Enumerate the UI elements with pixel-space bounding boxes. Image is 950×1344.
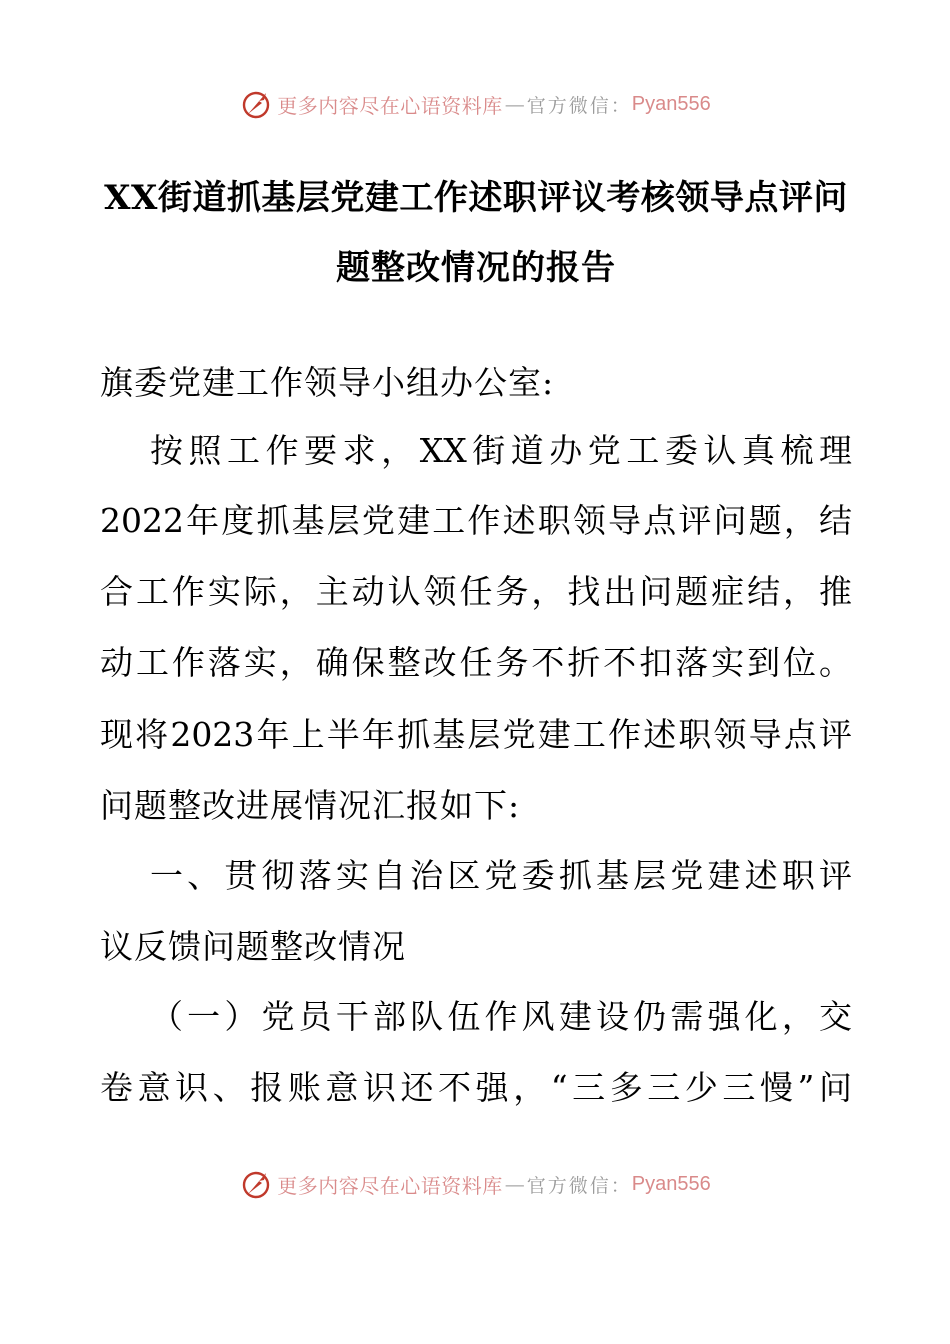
quill-circle-logo-icon — [239, 1167, 273, 1201]
section-heading-line: 议反馈问题整改情况 — [100, 927, 406, 966]
watermark-prefix: 更多内容尽在心语资料库 — [277, 1173, 503, 1198]
paragraph-line: 问题整改进展情况汇报如下: — [100, 786, 521, 825]
watermark-separator: — — [504, 1172, 525, 1196]
watermark-account: Pyan556 — [631, 1172, 711, 1195]
watermark-label: 官方微信： — [526, 94, 632, 117]
section-heading-line: 一、贯彻落实自治区党委抓基层党建述职评 — [150, 856, 852, 895]
paragraph-line: 合工作实际，主动认领任务，找出问题症结，推 — [100, 572, 852, 611]
watermark-account: Pyan556 — [631, 92, 711, 115]
paragraph-line: 现将2023年上半年抓基层党建工作述职领导点评 — [100, 715, 852, 754]
watermark-footer — [0, 1164, 950, 1204]
paragraph-line: 动工作落实，确保整改任务不折不扣落实到位。 — [100, 643, 852, 682]
document-title-line-2: 题整改情况的报告 — [336, 248, 616, 288]
paragraph-line: 卷意识、报账意识还不强，“三多三少三慢”问 — [100, 1068, 852, 1107]
paragraph-line: 2022年度抓基层党建工作述职领导点评问题，结 — [100, 501, 852, 540]
subsection-heading-line: （一）党员干部队伍作风建设仍需强化，交 — [150, 997, 852, 1036]
watermark-prefix: 更多内容尽在心语资料库 — [277, 93, 503, 118]
document-title-line-1: XX街道抓基层党建工作述职评议考核领导点评问 — [104, 178, 848, 218]
salutation: 旗委党建工作领导小组办公室: — [100, 363, 555, 402]
watermark-separator: — — [504, 92, 525, 116]
quill-circle-logo-icon — [239, 87, 273, 121]
watermark-header — [0, 84, 950, 124]
watermark-label: 官方微信： — [526, 1174, 632, 1197]
paragraph-line: 按照工作要求，XX街道办党工委认真梳理 — [150, 431, 852, 470]
